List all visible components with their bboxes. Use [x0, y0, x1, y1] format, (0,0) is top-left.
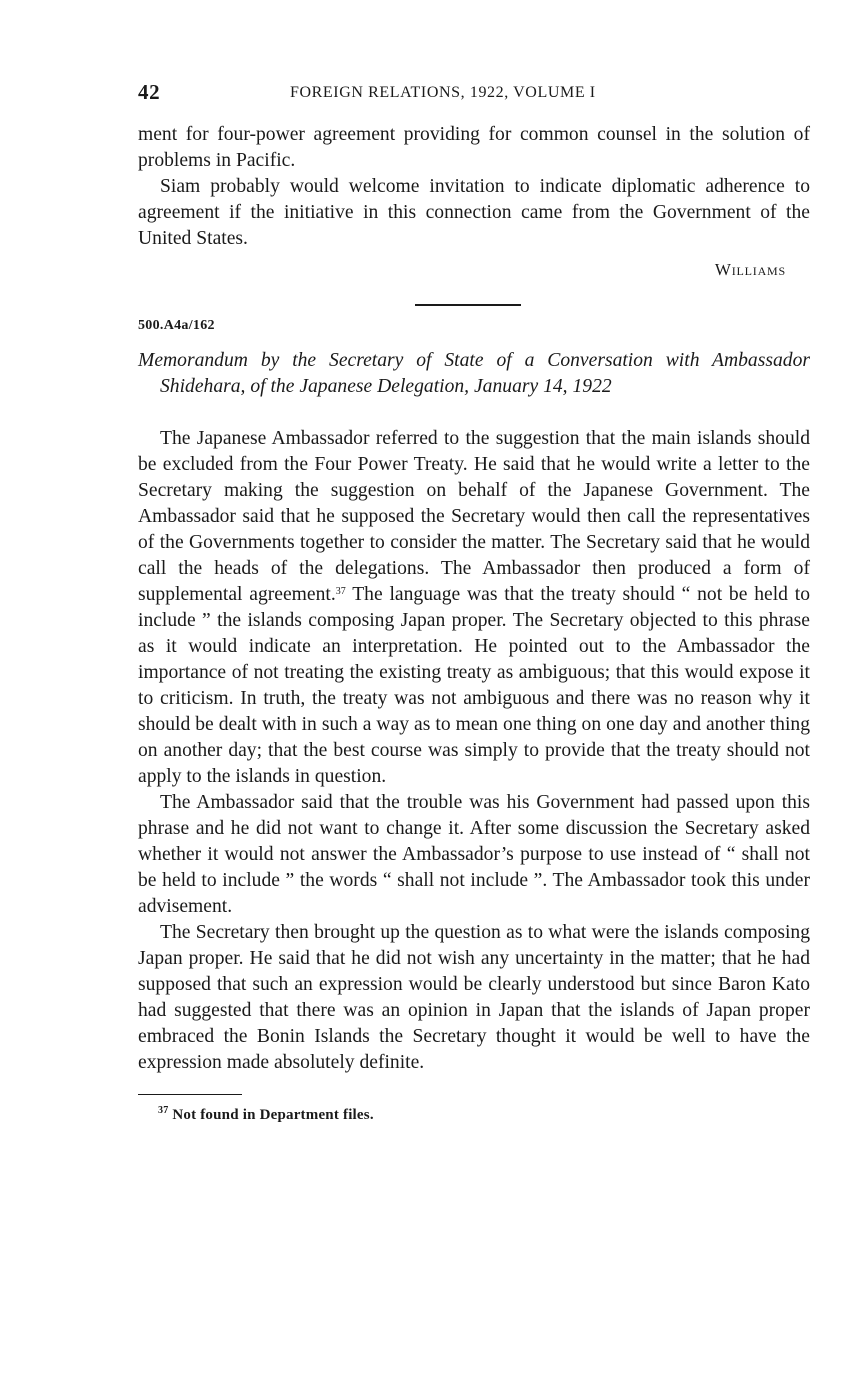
memo-paragraph-1-text-b: The language was that the treaty should “ not be held to include ” the islands composing Japan proper. The Secretary objected to this phrase as it would indicate an interpretation. He pointed out to the Ambassador the importance of not treating the existing treaty as ambiguous; that this would expose it to criticism. In truth, the treaty was not ambiguous and there was no reason why it should be dealt with in such a way as to mean one thing on one day and another thing on another day; that the best course was simply to provide that the treaty should not apply to the islands in question.	[138, 584, 810, 787]
memo-paragraph-3: The Secretary then brought up the question as to what were the islands composing Japan proper. He said that he did not wish any uncertainty in the matter; that he had supposed that such an expression would be clearly understood but since Baron Kato had suggested that there was an opinion in Japan that the islands of Japan proper embraced the Bonin Islands the Secretary thought it would be well to have the expression made absolutely definite.	[138, 922, 810, 1073]
siam-paragraph: Siam probably would welcome invitation to indicate diplomatic adherence to agreement if the initiative in this connection came from the Government of the United States.	[138, 176, 810, 249]
memo-paragraph-2: The Ambassador said that the trouble was his Government had passed upon this phrase and he did not want to change it. After some discussion the Secretary asked whether it would not answer the Ambassador’s purpose to use instead of “ shall not be held to include ” the words “ shall not include ”. The Ambassador took this under advisement.	[138, 792, 810, 917]
footnote-reference[interactable]: 37	[335, 586, 346, 597]
running-title: FOREIGN RELATIONS, 1922, VOLUME I	[290, 84, 596, 101]
signature: Williams	[714, 260, 786, 279]
footnote-rule	[138, 1094, 242, 1095]
continued-paragraph: ment for four-power agreement providing for common counsel in the solution of problems in Pacific.	[138, 124, 810, 171]
memo-paragraph-1	[138, 426, 810, 790]
document-page	[138, 78, 810, 1124]
memo-paragraph-1-text-a: The Japanese Ambassador referred to the suggestion that the main islands should be excluded from the Four Power Treaty. He said that he would write a letter to the Secretary making the suggestion on behalf of the Japanese Government. The Ambassador said that he supposed the Secretary would then call the representatives of the Governments together to consider the matter. The Secretary said that he would call the heads of the delegations. The Ambassador then produced a form of supplemental agreement.	[138, 428, 810, 605]
document-title: Memorandum by the Secretary of State of a Conversation with Ambassador Shidehara, of the Japanese Delegation, January 14, 1922	[138, 350, 810, 397]
document-separator	[415, 304, 521, 306]
running-header	[138, 78, 810, 108]
footnote-number: 37	[158, 1105, 169, 1116]
footnote-text: Not found in Department files.	[172, 1107, 374, 1123]
file-number: 500.A4a/162	[138, 318, 215, 333]
page-number: 42	[138, 80, 161, 104]
footnote	[138, 1107, 810, 1124]
